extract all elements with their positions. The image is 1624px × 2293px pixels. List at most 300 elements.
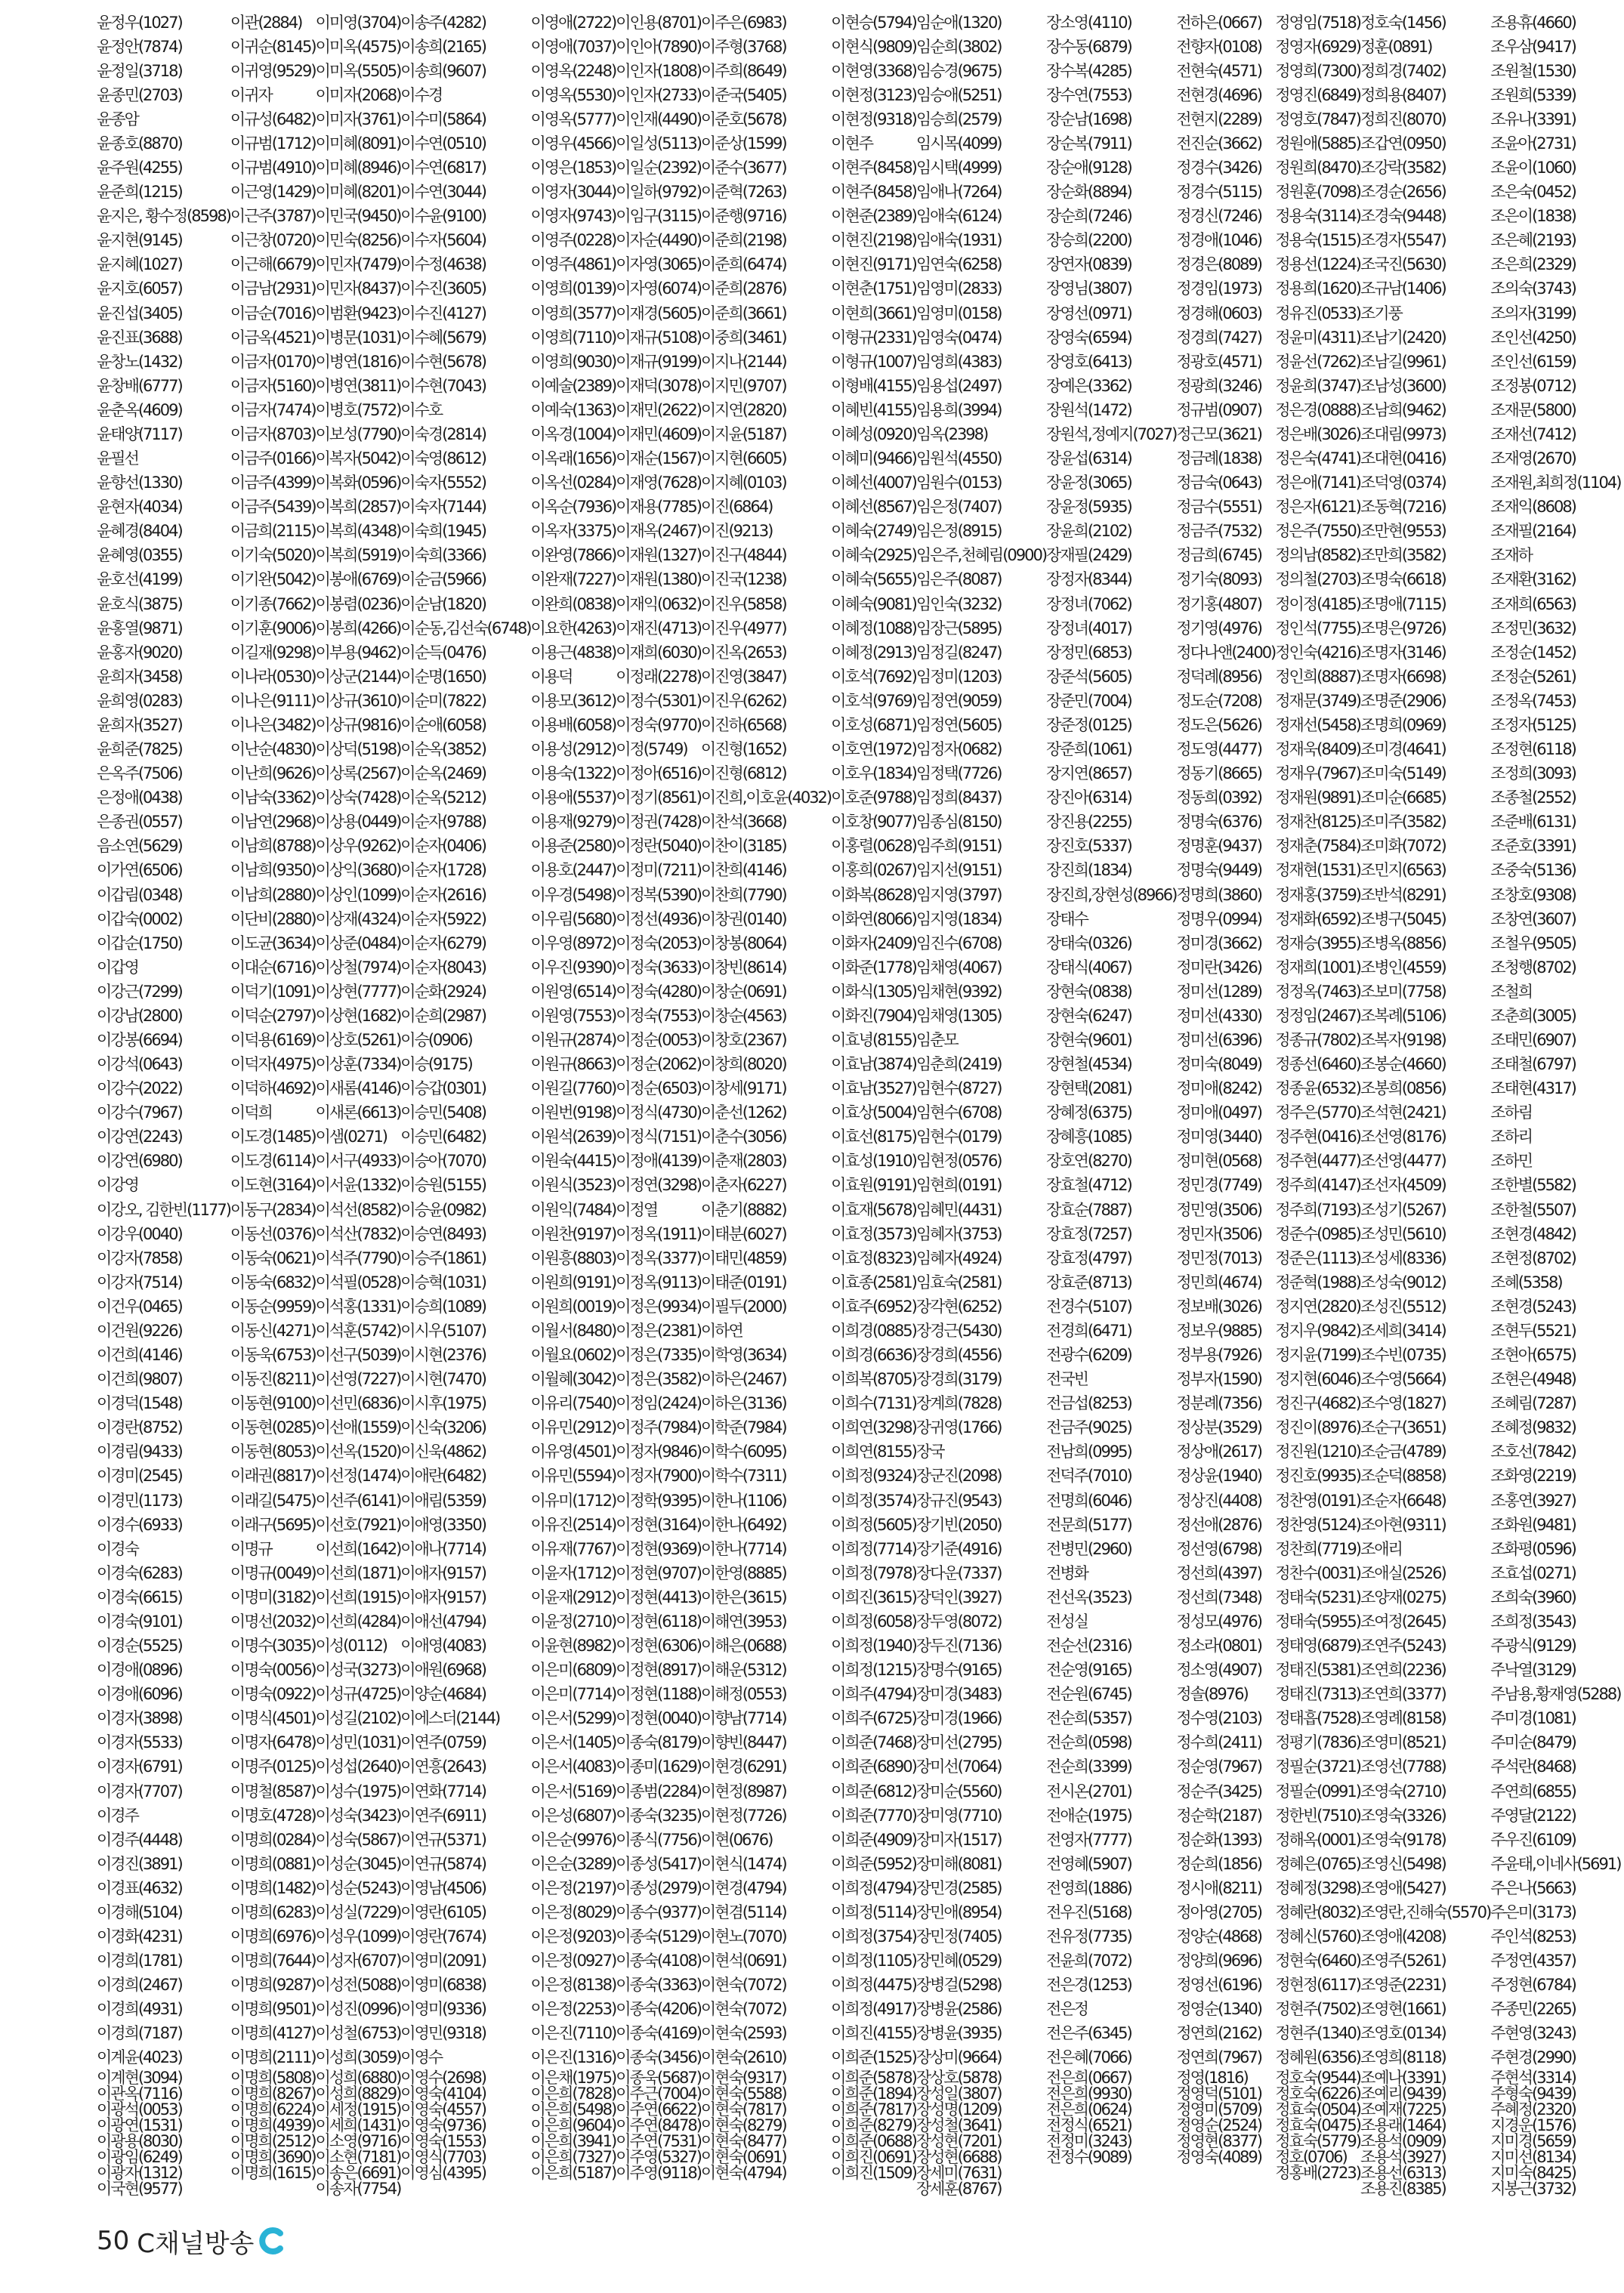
donor-name: 주혜정(2320) <box>1490 2100 1576 2119</box>
donor-name: 정경애(1046) <box>1176 231 1261 250</box>
donor-name: 이주연(8478) <box>616 2116 701 2134</box>
donor-name: 임인숙(3232) <box>915 594 1002 613</box>
donor-name: 정덕례(8956) <box>1176 667 1261 686</box>
donor-name: 이유미(1712) <box>530 1491 616 1510</box>
donor-name: 정종규(7802) <box>1275 1030 1360 1049</box>
donor-name: 장상미(9664) <box>915 2048 1002 2067</box>
donor-name: 이희준(6812) <box>831 1782 916 1801</box>
donor-name: 이선민(6836) <box>315 1394 401 1413</box>
donor-name: 이희주(4794) <box>831 1685 916 1704</box>
donor-name: 이상인(1099) <box>315 885 401 904</box>
donor-name: 이월요(0602) <box>530 1346 616 1365</box>
donor-name: 정순희(1856) <box>1176 1854 1261 1873</box>
donor-name: 이석주(7790) <box>315 1248 401 1267</box>
donor-name: 조미주(3582) <box>1360 813 1446 832</box>
donor-name: 이명호(4728) <box>230 1806 316 1825</box>
donor-name: 이수혜(5679) <box>400 328 486 347</box>
donor-name: 이창권(0140) <box>700 909 786 928</box>
donor-name: 정수희(2411) <box>1176 1733 1261 1752</box>
donor-name: 조예리(9439) <box>1360 2084 1446 2103</box>
donor-name: 이정옥(3377) <box>616 1248 701 1267</box>
donor-name: 이효남(3527) <box>831 1079 916 1098</box>
donor-name: 이정열 <box>616 1200 658 1219</box>
donor-name: 이정선(4936) <box>616 909 701 928</box>
donor-name: 장태식(4067) <box>1046 958 1132 977</box>
donor-name: 이금순(7016) <box>230 304 316 323</box>
donor-name: 이성민(1031) <box>315 1733 401 1752</box>
donor-name: 이형배(4155) <box>831 376 916 395</box>
donor-name: 이경표(4632) <box>97 1878 182 1897</box>
donor-name: 이윤정(2710) <box>530 1612 616 1631</box>
donor-name: 이석선(8582) <box>315 1200 401 1219</box>
donor-name: 윤희자(3527) <box>97 715 182 734</box>
donor-name: 주미경(1081) <box>1490 1709 1576 1728</box>
donor-name: 이상군(2144) <box>315 667 401 686</box>
donor-name: 조의숙(3743) <box>1490 279 1576 298</box>
donor-name: 장재필(2429) <box>1046 546 1132 565</box>
donor-name: 이수연(0510) <box>400 134 486 153</box>
donor-name: 이영희(9030) <box>530 352 616 371</box>
donor-name: 정명훈(9437) <box>1176 837 1261 856</box>
donor-name: 이승희(1089) <box>400 1297 486 1316</box>
donor-name: 이혜숙(2925) <box>831 546 916 565</box>
donor-name: 이월혜(3042) <box>530 1370 616 1389</box>
donor-name: 정태흡(7528) <box>1275 1709 1360 1728</box>
donor-name: 이선정(1474) <box>315 1467 401 1486</box>
donor-name: 조순구(3651) <box>1360 1418 1446 1437</box>
donor-name: 이복희(4348) <box>315 522 401 541</box>
donor-name: 이경숙(6283) <box>97 1563 182 1582</box>
donor-name: 이혜숙(9081) <box>831 594 916 613</box>
donor-name: 윤필선 <box>97 449 138 468</box>
donor-name: 이근해(6679) <box>230 255 316 274</box>
donor-name: 정민자(3506) <box>1176 1224 1261 1243</box>
donor-name: 이일순(2392) <box>616 159 701 177</box>
donor-name: 이희정(3754) <box>831 1927 916 1946</box>
donor-name: 이창봉(8064) <box>700 934 786 952</box>
donor-name: 이성실(7229) <box>315 1903 401 1921</box>
donor-name: 정정임(2467) <box>1275 1006 1360 1025</box>
donor-name: 이희경(0885) <box>831 1321 916 1340</box>
donor-name: 이미혜(8201) <box>315 183 401 202</box>
donor-name: 장태수 <box>1046 909 1088 928</box>
donor-name: 정지윤(7199) <box>1275 1346 1360 1365</box>
donor-name: 이임구(3115) <box>616 207 701 226</box>
donor-name: 이광임(6249) <box>97 2147 182 2166</box>
donor-name: 이용배(6058) <box>530 715 616 734</box>
donor-name: 정주은(5770) <box>1275 1103 1360 1122</box>
donor-name: 이용재(9279) <box>530 813 616 832</box>
donor-name: 이정옥(9113) <box>616 1273 701 1292</box>
donor-name: 조호선(7842) <box>1490 1443 1576 1461</box>
donor-name: 장미순(5560) <box>915 1782 1002 1801</box>
donor-name: 이갑영 <box>97 958 138 977</box>
donor-name: 정상진(4408) <box>1176 1491 1261 1510</box>
donor-name: 이건희(9807) <box>97 1370 182 1389</box>
donor-name: 장준정(0125) <box>1046 715 1132 734</box>
donor-name: 이숙희(1945) <box>400 522 486 541</box>
donor-name: 이명희(1615) <box>230 2163 316 2182</box>
donor-name: 윤지현(9145) <box>97 231 182 250</box>
donor-name: 정부자(1590) <box>1176 1370 1261 1389</box>
donor-name: 조양재(0275) <box>1360 1588 1446 1606</box>
donor-name: 이순자(1728) <box>400 861 486 880</box>
donor-name: 이희정(1105) <box>831 1952 916 1970</box>
donor-name: 임시택(4999) <box>915 159 1002 177</box>
donor-name: 이경순(5525) <box>97 1637 182 1656</box>
donor-name: 이명희(8267) <box>230 2084 316 2103</box>
donor-name: 이순옥(5212) <box>400 789 486 807</box>
donor-name: 장윤정(3065) <box>1046 474 1132 492</box>
donor-name: 정윤미(4311) <box>1275 328 1360 347</box>
donor-name: 이진(9213) <box>700 522 773 541</box>
donor-name: 이영희(7110) <box>530 328 616 347</box>
donor-name: 장영님(3807) <box>1046 279 1132 298</box>
donor-name: 이희복(8705) <box>831 1370 916 1389</box>
donor-name: 이길재(9298) <box>230 643 316 662</box>
donor-name: 임정연(9059) <box>915 691 1002 710</box>
donor-name: 정영미(5709) <box>1176 2100 1261 2119</box>
donor-name: 이원규(8663) <box>530 1055 616 1074</box>
donor-name: 이호우(1834) <box>831 764 916 783</box>
donor-name: 이원길(7760) <box>530 1079 616 1098</box>
donor-name: 이선희(4284) <box>315 1612 401 1631</box>
donor-name: 정희진(8070) <box>1360 110 1446 128</box>
donor-name: 이미혜(8946) <box>315 159 401 177</box>
donor-name: 이진우(5858) <box>700 594 786 613</box>
donor-name: 이영란(7674) <box>400 1927 486 1946</box>
donor-name: 이수현(7043) <box>400 376 486 395</box>
donor-name: 이금자(5160) <box>230 376 316 395</box>
donor-name: 이선주(6141) <box>315 1491 401 1510</box>
donor-name: 정양희(9696) <box>1176 1952 1261 1970</box>
donor-name: 장기준(4916) <box>915 1539 1002 1558</box>
donor-name: 정보배(3026) <box>1176 1297 1261 1316</box>
donor-name: 전은혜(7066) <box>1046 2048 1132 2067</box>
donor-name: 이연흥(2643) <box>400 1758 486 1776</box>
donor-name: 전선옥(3523) <box>1046 1588 1132 1606</box>
donor-name: 이화식(1305) <box>831 982 916 1001</box>
donor-name: 이희정(6058) <box>831 1612 916 1631</box>
donor-name: 이정숙(7553) <box>616 1006 701 1025</box>
donor-name: 정진이(8976) <box>1275 1418 1360 1437</box>
donor-name: 임승애(5251) <box>915 85 1002 104</box>
donor-name: 이선희(1915) <box>315 1588 401 1606</box>
donor-name: 이병연(1816) <box>315 352 401 371</box>
donor-name: 이현석(0691) <box>700 1952 786 1970</box>
donor-name: 이선희(1871) <box>315 1563 401 1582</box>
donor-name: 이완재(7227) <box>530 570 616 589</box>
donor-name: 정주희(4147) <box>1275 1176 1360 1195</box>
donor-name: 윤태양(7117) <box>97 424 182 443</box>
donor-name: 이지나(2144) <box>700 352 786 371</box>
donor-name: 이정현(3164) <box>616 1515 701 1534</box>
donor-name: 정기영(4976) <box>1176 619 1261 637</box>
donor-name: 이상규(9816) <box>315 715 401 734</box>
donor-name: 이순자(0406) <box>400 837 486 856</box>
donor-name: 이신욱(4862) <box>400 1443 486 1461</box>
donor-name: 임현희(0191) <box>915 1176 1002 1195</box>
donor-name: 정동희(0392) <box>1176 789 1261 807</box>
donor-name: 이정현(8917) <box>616 1661 701 1680</box>
donor-name: 전현숙(4571) <box>1176 61 1261 80</box>
donor-name: 조수빈(0735) <box>1360 1346 1446 1365</box>
donor-name: 이현정(3123) <box>831 85 916 104</box>
donor-name: 이명희(7644) <box>230 1952 316 1970</box>
donor-name: 정혜란(8032) <box>1275 1903 1360 1921</box>
donor-name: 전현지(2289) <box>1176 110 1261 128</box>
donor-name: 이종식(7756) <box>616 1830 701 1849</box>
donor-name: 정은숙(4741) <box>1275 449 1360 468</box>
donor-name: 조용선(6313) <box>1360 2163 1446 2182</box>
donor-name: 이종숙(3363) <box>616 1976 701 1995</box>
c-channel-logo-icon <box>258 2227 286 2254</box>
donor-name: 이은진(7110) <box>530 2024 616 2043</box>
donor-name: 정미경(3662) <box>1176 934 1261 952</box>
donor-name: 이숙희(3366) <box>400 546 486 565</box>
donor-name: 정상윤(1940) <box>1176 1467 1261 1486</box>
donor-name: 정미애(0497) <box>1176 1103 1261 1122</box>
donor-name: 조의자(3199) <box>1490 304 1576 323</box>
donor-name: 이경덕(1548) <box>97 1394 182 1413</box>
donor-name: 이강수(7967) <box>97 1103 182 1122</box>
donor-name: 이종미(1629) <box>616 1758 701 1776</box>
donor-name: 정호숙(6226) <box>1275 2084 1360 2103</box>
donor-name: 정명숙(9449) <box>1176 861 1261 880</box>
donor-name: 조복례(5106) <box>1360 1006 1446 1025</box>
donor-name: 조현경(4842) <box>1490 1224 1576 1243</box>
donor-name: 이근영(1429) <box>230 183 316 202</box>
donor-name: 조은혜(2193) <box>1490 231 1576 250</box>
donor-name: 장민정(7405) <box>915 1927 1002 1946</box>
donor-name: 정경임(1973) <box>1176 279 1261 298</box>
donor-name: 조영현(1661) <box>1360 2000 1446 2019</box>
donor-name: 이현숙(7072) <box>700 2000 786 2019</box>
donor-name: 이송희(9607) <box>400 61 486 80</box>
donor-name: 조수영(1827) <box>1360 1394 1446 1413</box>
donor-name: 이명숙(0922) <box>230 1685 316 1704</box>
donor-name: 정연희(2162) <box>1176 2024 1261 2043</box>
donor-name: 윤창배(6777) <box>97 376 182 395</box>
donor-name: 정재찬(8125) <box>1275 813 1360 832</box>
donor-name: 이래권(8817) <box>230 1467 316 1486</box>
donor-name: 이은미(6809) <box>530 1661 616 1680</box>
donor-name: 조인선(6159) <box>1490 352 1576 371</box>
donor-name: 이호창(9077) <box>831 813 916 832</box>
donor-name: 정보우(9885) <box>1176 1321 1261 1340</box>
donor-name: 정정옥(7463) <box>1275 982 1360 1001</box>
donor-name: 이동현(8053) <box>230 1443 316 1461</box>
donor-name: 이정식(4730) <box>616 1103 701 1122</box>
donor-name: 이시후(1975) <box>400 1394 486 1413</box>
donor-name: 이은서(5169) <box>530 1782 616 1801</box>
donor-name: 정혜신(5760) <box>1275 1927 1360 1946</box>
donor-name: 이상록(2567) <box>315 764 401 783</box>
donor-name: 이영숙(1553) <box>400 2131 486 2150</box>
donor-name: 주정연(4357) <box>1490 1952 1576 1970</box>
donor-name: 장덕인(3927) <box>915 1588 1002 1606</box>
donor-name: 이명규 <box>230 1539 272 1558</box>
donor-name: 이희준(7817) <box>831 2100 916 2119</box>
donor-name: 정준수(0985) <box>1275 1224 1360 1243</box>
donor-name: 임승경(9675) <box>915 61 1002 80</box>
donor-name: 정경은(8089) <box>1176 255 1261 274</box>
donor-name: 이희정(1215) <box>831 1661 916 1680</box>
donor-name: 이성수(1975) <box>315 1782 401 1801</box>
donor-name: 임주희(9151) <box>915 837 1002 856</box>
donor-name: 이태준(0191) <box>700 1273 786 1292</box>
donor-name: 이영자(9743) <box>530 207 616 226</box>
donor-name: 이경민(1173) <box>97 1491 182 1510</box>
donor-name: 이선영(7227) <box>315 1370 401 1389</box>
donor-name: 이송자(7754) <box>315 2179 401 2198</box>
donor-name: 조재하 <box>1490 546 1533 565</box>
donor-name: 이정은(9934) <box>616 1297 701 1316</box>
donor-name: 이승연(8493) <box>400 1224 486 1243</box>
donor-name: 이정현(1188) <box>616 1685 701 1704</box>
donor-name: 조명은(9726) <box>1360 619 1446 637</box>
donor-name: 이용애(5537) <box>530 789 616 807</box>
donor-name: 이정자(7900) <box>616 1467 701 1486</box>
donor-name: 이주희(8649) <box>700 61 786 80</box>
donor-name: 이샘(0271) <box>315 1128 387 1146</box>
donor-name: 조경숙(9448) <box>1360 207 1446 226</box>
donor-name: 이나라(0530) <box>230 667 316 686</box>
donor-name: 이도현(3164) <box>230 1176 316 1195</box>
donor-name: 이영남(4506) <box>400 1878 486 1897</box>
donor-name: 이봉애(6769) <box>315 570 401 589</box>
donor-name: 이근창(0720) <box>230 231 316 250</box>
donor-name: 정다나앤(2400) <box>1176 643 1276 662</box>
donor-name: 윤진표(3688) <box>97 328 182 347</box>
donor-name: 이원번(9198) <box>530 1103 616 1122</box>
donor-name: 이재규(9199) <box>616 352 701 371</box>
donor-name: 이명희(9501) <box>230 2000 316 2019</box>
donor-name: 정호숙(1456) <box>1360 13 1446 32</box>
donor-name: 이혜숙(5655) <box>831 570 916 589</box>
donor-name: 정찬영(0191) <box>1275 1491 1360 1510</box>
donor-name: 이창순(4563) <box>700 1006 786 1025</box>
donor-name: 이순옥(3852) <box>400 740 486 758</box>
donor-name: 이현영(3368) <box>831 61 916 80</box>
donor-name: 조혜림(7287) <box>1490 1394 1576 1413</box>
donor-name: 장순희(7246) <box>1046 207 1132 226</box>
donor-name: 정혜정(3298) <box>1275 1878 1360 1897</box>
donor-name: 이덕용(6169) <box>230 1030 316 1049</box>
donor-name: 이은희(9604) <box>530 2116 616 2134</box>
donor-name: 임은정(8915) <box>915 522 1002 541</box>
donor-name: 조희정(3543) <box>1490 1612 1576 1631</box>
donor-name: 장경희(4556) <box>915 1346 1002 1365</box>
donor-name: 정용숙(1515) <box>1275 231 1360 250</box>
donor-name: 조여정(2645) <box>1360 1612 1446 1631</box>
donor-name: 이명수(3035) <box>230 1637 316 1656</box>
donor-name: 이강자(7514) <box>97 1273 182 1292</box>
donor-name: 조영선(7788) <box>1360 1758 1446 1776</box>
donor-name: 조봉순(4660) <box>1360 1055 1446 1074</box>
donor-name: 이한영(8885) <box>700 1563 786 1582</box>
donor-name: 조연희(3377) <box>1360 1685 1446 1704</box>
donor-name: 이효성(1910) <box>831 1152 916 1171</box>
donor-name: 주연희(6855) <box>1490 1782 1576 1801</box>
donor-name: 윤지은, 황수정(8598) <box>97 207 230 226</box>
donor-name: 정원애(5885) <box>1275 134 1360 153</box>
donor-name: 임효숙(2581) <box>915 1273 1002 1292</box>
donor-name: 이복희(2857) <box>315 498 401 517</box>
donor-name: 장순애(9128) <box>1046 159 1132 177</box>
donor-name: 장순화(8894) <box>1046 183 1132 202</box>
donor-name: 정순화(1393) <box>1176 1830 1261 1849</box>
donor-name: 이성숙(3423) <box>315 1806 401 1825</box>
donor-name: 이윤자(1712) <box>530 1563 616 1582</box>
donor-name: 이화연(8066) <box>831 909 916 928</box>
donor-name: 정연희(7967) <box>1176 2048 1261 2067</box>
donor-name: 이경애(0896) <box>97 1661 182 1680</box>
donor-name: 이소영(9716) <box>315 2131 401 2150</box>
donor-name: 정효숙(0504) <box>1275 2100 1360 2119</box>
donor-name: 이경주(4448) <box>97 1830 182 1849</box>
donor-name: 임혜자(3753) <box>915 1224 1002 1243</box>
donor-name: 이희준(1894) <box>831 2084 916 2103</box>
donor-name: 이민숙(8256) <box>315 231 401 250</box>
donor-name: 조명자(3146) <box>1360 643 1446 662</box>
donor-name: 임혜자(4924) <box>915 1248 1002 1267</box>
donor-name: 조청행(8702) <box>1490 958 1576 977</box>
donor-name: 조남기(2420) <box>1360 328 1446 347</box>
donor-name: 지봉근(3732) <box>1490 2179 1576 2198</box>
donor-name: 이나은(9111) <box>230 691 316 710</box>
donor-name: 이화자(2409) <box>831 934 916 952</box>
donor-name: 장미해(8081) <box>915 1854 1002 1873</box>
donor-name: 정명우(0994) <box>1176 909 1261 928</box>
donor-name: 이명선(2032) <box>230 1612 316 1631</box>
donor-name: 이효상(5004) <box>831 1103 916 1122</box>
donor-name: 이갑림(0348) <box>97 885 182 904</box>
donor-name: 이경숙 <box>97 1539 138 1558</box>
donor-name: 이광용(8030) <box>97 2131 182 2150</box>
donor-name: 이일성(5113) <box>616 134 701 153</box>
donor-name: 이정란(5040) <box>616 837 701 856</box>
donor-name: 장지연(8657) <box>1046 764 1132 783</box>
donor-name: 이현노(7070) <box>700 1927 786 1946</box>
donor-name: 이상현(7777) <box>315 982 401 1001</box>
donor-name: 윤혜경(8404) <box>97 522 182 541</box>
donor-name: 이난순(4830) <box>230 740 316 758</box>
donor-name: 이재경(5605) <box>616 304 701 323</box>
donor-name: 전병민(2960) <box>1046 1539 1132 1558</box>
donor-name: 조한철(5507) <box>1490 1200 1576 1219</box>
donor-name: 조혜정(9832) <box>1490 1418 1576 1437</box>
donor-name: 정미애(8242) <box>1176 1079 1261 1098</box>
donor-name: 이학영(3634) <box>700 1346 786 1365</box>
donor-name: 이현희(3661) <box>831 304 916 323</box>
donor-name: 이원찬(9197) <box>530 1224 616 1243</box>
donor-name: 이민자(8437) <box>315 279 401 298</box>
donor-name: 임정길(8247) <box>915 643 1002 662</box>
donor-name: 이도경(6114) <box>230 1152 316 1171</box>
donor-name: 정인희(8887) <box>1275 667 1360 686</box>
donor-name: 주형숙(9439) <box>1490 2084 1576 2103</box>
donor-name: 이진형(6812) <box>700 764 786 783</box>
donor-name: 이경화(4231) <box>97 1927 182 1946</box>
donor-name: 이재용(7785) <box>616 498 701 517</box>
donor-name: 이경주 <box>97 1806 138 1825</box>
donor-name: 전진순(3662) <box>1176 134 1261 153</box>
donor-name: 정태진(7313) <box>1275 1685 1360 1704</box>
donor-name: 임은주(8087) <box>915 570 1002 589</box>
donor-name: 조화평(0596) <box>1490 1539 1576 1558</box>
donor-name: 이성규(4725) <box>315 1685 401 1704</box>
